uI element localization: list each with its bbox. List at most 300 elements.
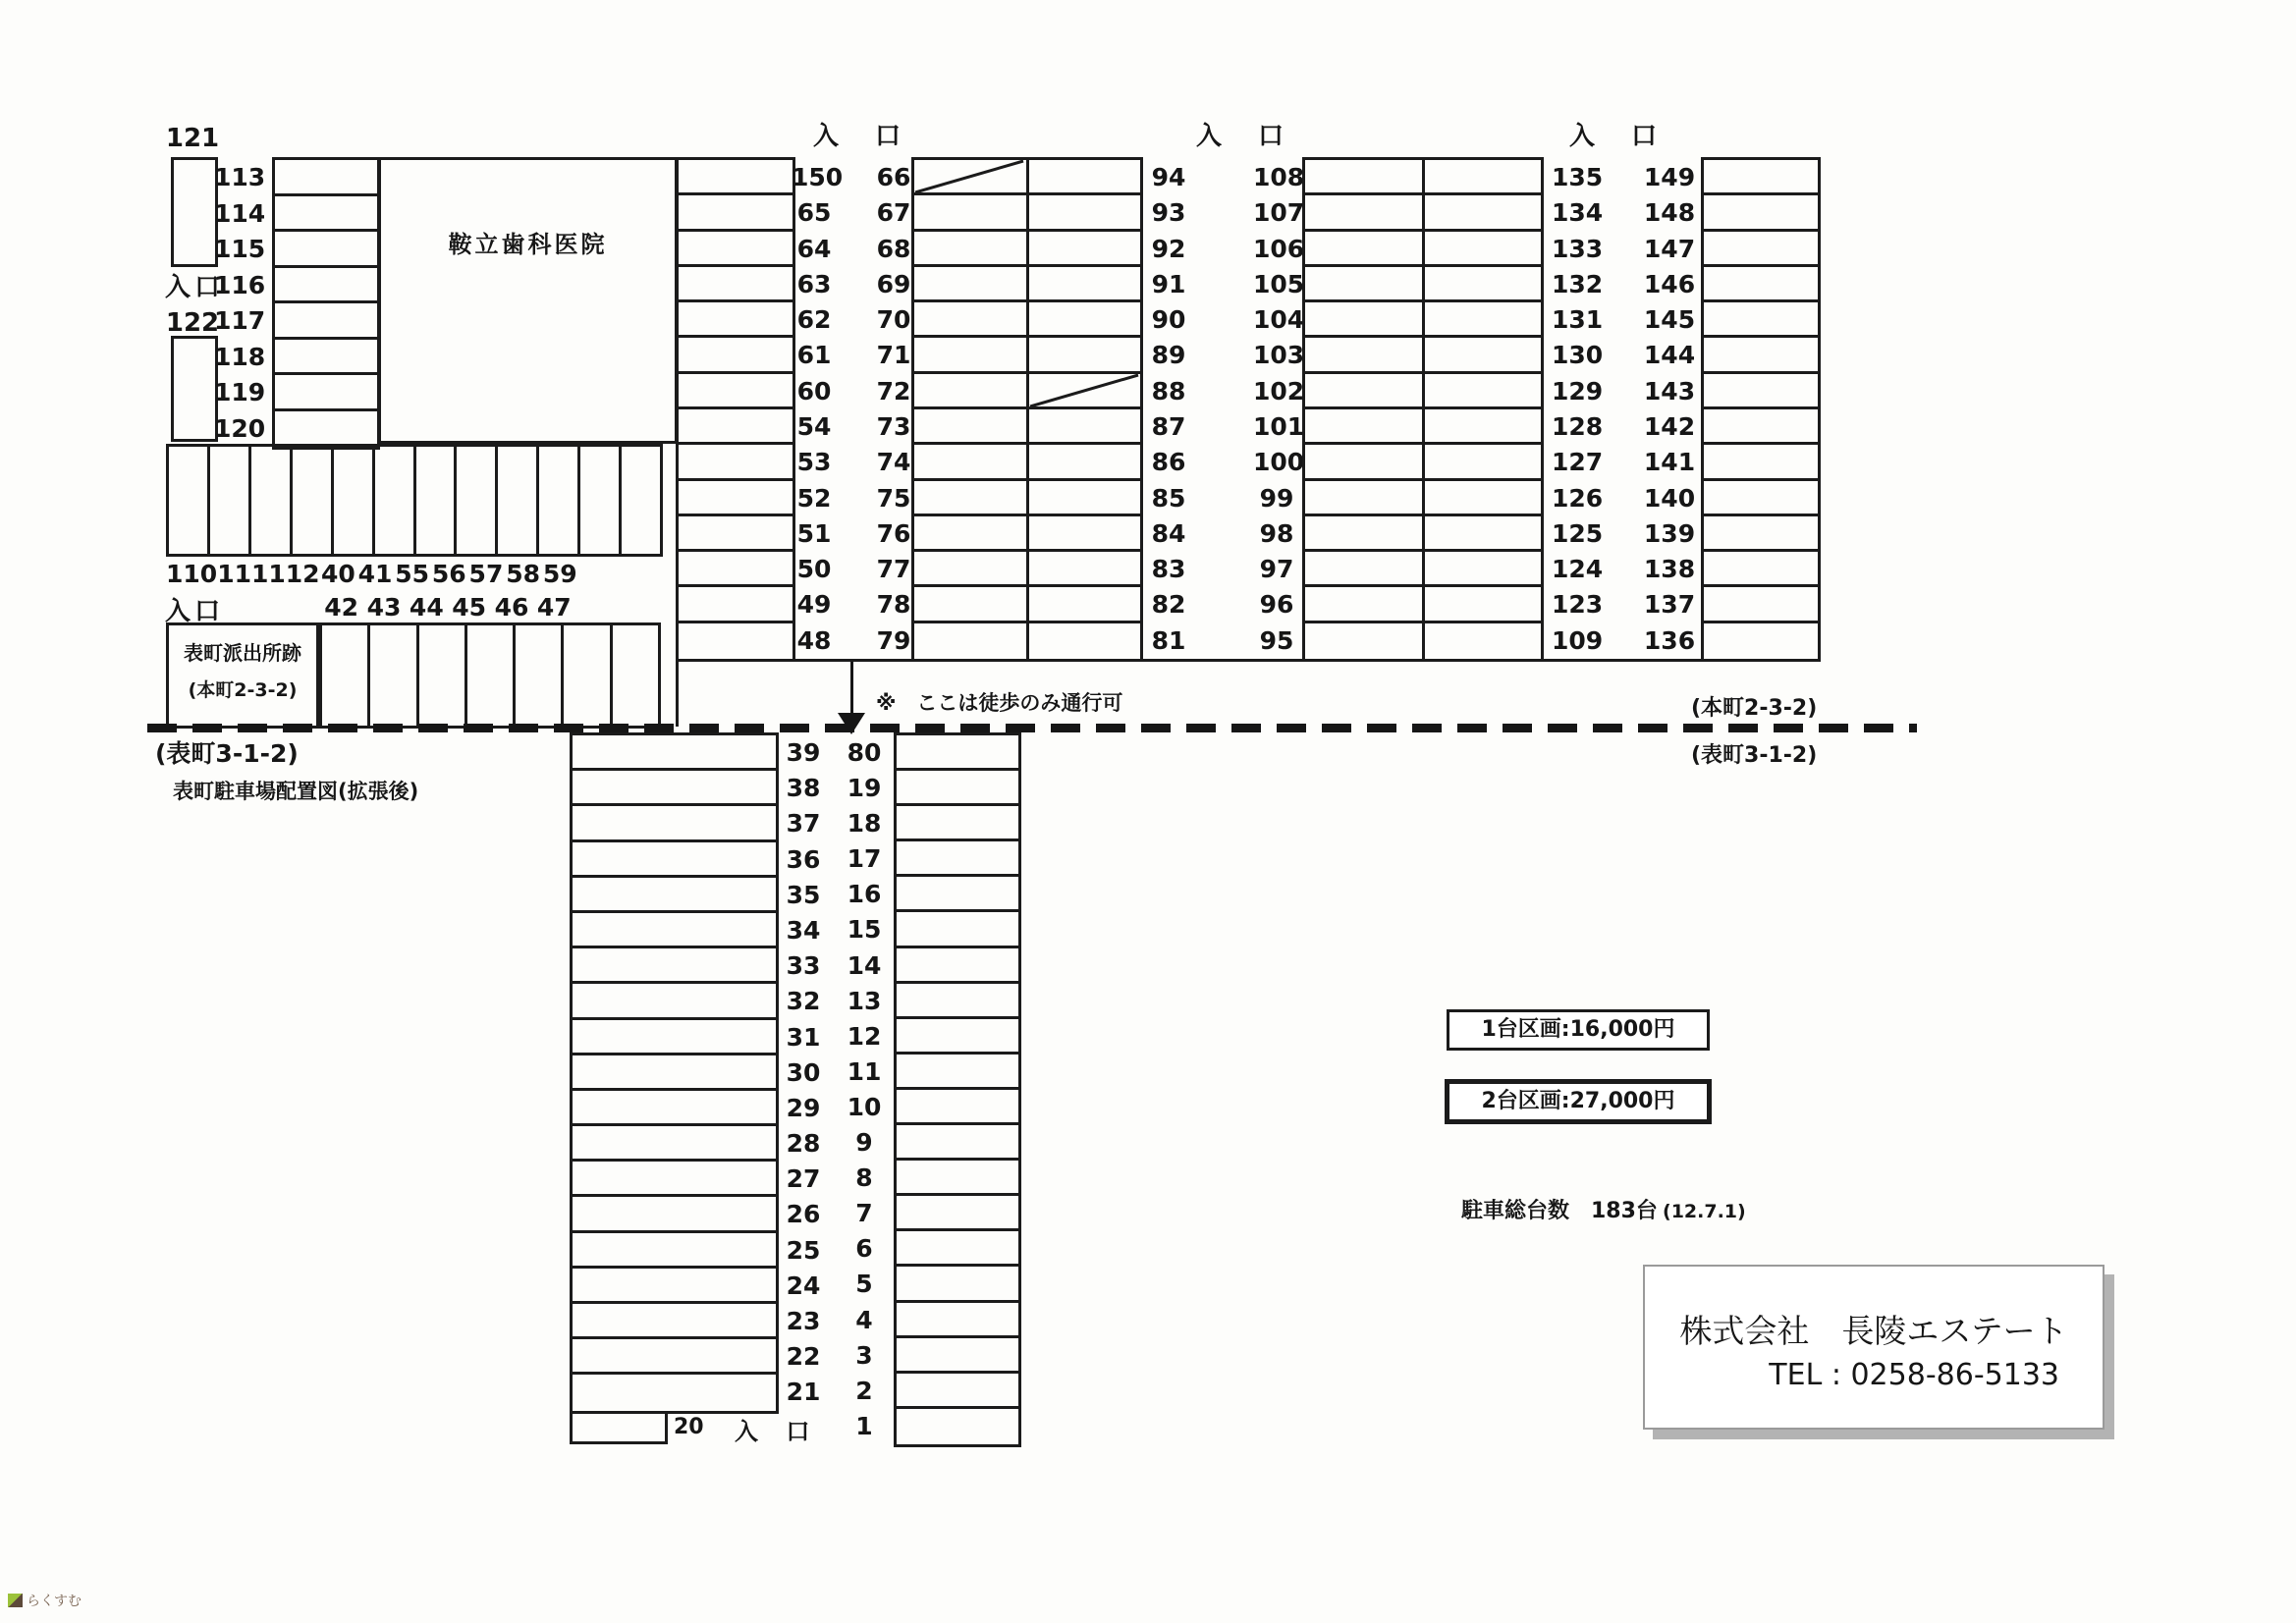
stall-20-box <box>570 1411 668 1444</box>
parking-stall <box>679 374 793 409</box>
stall-122-box <box>171 336 218 442</box>
clinic-name: 鞍立歯科医院 <box>448 231 608 258</box>
stall-pair-row <box>914 232 1140 267</box>
parking-stall <box>1305 374 1425 406</box>
stall-number: 101 <box>1253 411 1305 441</box>
stall-number: 96 <box>1259 590 1294 620</box>
stall-number: 4 <box>855 1305 873 1334</box>
parking-stall <box>897 1303 1018 1338</box>
stall-number: 46 <box>494 593 529 622</box>
stall-number: 10 <box>847 1092 882 1121</box>
parking-stall <box>573 1126 776 1162</box>
stall-number: 65 <box>796 198 832 228</box>
stall-number: 148 <box>1643 198 1696 228</box>
parking-stall <box>375 447 416 554</box>
parking-stall <box>293 447 334 554</box>
stall-labels-col-d <box>1253 160 1305 659</box>
stall-number: 59 <box>542 560 577 588</box>
stall-number: 107 <box>1253 198 1305 228</box>
parking-stall <box>1029 623 1141 659</box>
parking-stall <box>1425 160 1542 192</box>
police-box-site <box>166 622 319 729</box>
parking-stall <box>622 447 660 554</box>
stall-number: 50 <box>796 555 832 584</box>
stall-number: 54 <box>796 411 832 441</box>
stall-number: 1 <box>855 1411 873 1440</box>
stall-number: 145 <box>1643 305 1696 335</box>
parking-stall <box>580 447 622 554</box>
total-count-date: (12.7.1) <box>1663 1201 1746 1222</box>
parking-stall <box>275 411 377 448</box>
parking-stall <box>914 481 1029 514</box>
parking-stall <box>573 984 776 1019</box>
parking-stall <box>573 842 776 878</box>
company-box <box>1643 1265 2105 1430</box>
stall-number: 77 <box>876 555 911 584</box>
parking-stall <box>1305 160 1425 192</box>
stall-number: 141 <box>1643 448 1696 477</box>
stall-number: 29 <box>786 1093 821 1122</box>
stall-number: 8 <box>855 1163 873 1193</box>
parking-stall <box>1305 623 1425 659</box>
stall-number: 119 <box>214 378 266 406</box>
parking-stall <box>897 1196 1018 1231</box>
stall-number: 100 <box>1253 448 1305 477</box>
stall-number: 131 <box>1552 305 1604 335</box>
parking-stall <box>914 516 1029 549</box>
parking-stall <box>1704 374 1818 409</box>
stall-number: 114 <box>214 198 266 228</box>
parking-stall <box>1305 195 1425 228</box>
parking-stall <box>539 447 580 554</box>
parking-stall <box>1029 160 1141 192</box>
parking-stall <box>914 587 1029 620</box>
parking-stall <box>564 625 612 726</box>
stall-number: 5 <box>855 1270 873 1299</box>
parking-stall <box>1425 374 1542 406</box>
stall-number: 84 <box>1151 518 1186 548</box>
entrance-far-east-label: 入 口 <box>1569 122 1671 151</box>
stall-pair-row <box>1305 409 1541 445</box>
stall-number: 105 <box>1253 269 1305 298</box>
parking-stall <box>1305 481 1425 514</box>
stall-number: 34 <box>786 915 821 945</box>
parking-stall <box>897 735 1018 771</box>
parking-stall <box>322 625 370 726</box>
stall-number: 138 <box>1643 555 1696 584</box>
parking-stall <box>1029 409 1141 442</box>
stall-number: 33 <box>786 951 821 981</box>
stall-number: 80 <box>847 738 882 767</box>
parking-stall <box>1029 552 1141 584</box>
parking-stall <box>897 841 1018 877</box>
stall-number: 30 <box>786 1057 821 1087</box>
parking-stall <box>1029 338 1141 370</box>
parking-stall <box>679 160 793 195</box>
stall-number: 21 <box>786 1378 821 1407</box>
parking-stall <box>573 1162 776 1197</box>
stall-pair-row <box>1305 623 1541 659</box>
parking-stall <box>679 445 793 480</box>
parking-stall <box>573 1197 776 1232</box>
stall-column-a <box>676 157 795 662</box>
stall-number: 74 <box>876 448 911 477</box>
entrance-row2-label: 入口 <box>165 597 225 626</box>
stall-pair-row <box>914 302 1140 338</box>
stall-number: 56 <box>431 560 466 588</box>
parking-stall <box>457 447 498 554</box>
parking-stall <box>275 303 377 340</box>
stall-pair-row <box>914 445 1140 480</box>
parking-stall <box>1425 302 1542 335</box>
parking-stall <box>679 623 793 659</box>
parking-stall <box>1425 267 1542 299</box>
stall-number: 12 <box>847 1021 882 1051</box>
parking-stall <box>1425 409 1542 442</box>
parking-stall <box>1029 587 1141 620</box>
parking-stall <box>1425 587 1542 620</box>
stall-pair-row <box>1305 516 1541 552</box>
stall-number: 146 <box>1643 269 1696 298</box>
parking-stall <box>1425 481 1542 514</box>
parking-stall <box>1305 267 1425 299</box>
crossed-stall-marker <box>914 160 1024 193</box>
stall-number: 64 <box>796 234 832 263</box>
parking-stall <box>897 1019 1018 1055</box>
stall-number: 67 <box>876 198 911 228</box>
stall-number: 113 <box>214 163 266 191</box>
parking-stall <box>573 806 776 841</box>
stall-number: 103 <box>1253 341 1305 370</box>
house-icon <box>8 1594 23 1607</box>
stall-number: 57 <box>468 560 504 588</box>
crossed-stall-marker <box>1029 374 1139 407</box>
parking-stall <box>679 552 793 587</box>
parking-stall <box>416 447 458 554</box>
stall-number: 123 <box>1552 590 1604 620</box>
stall-labels-col-e <box>1552 160 1603 659</box>
stall-number: 115 <box>214 235 266 263</box>
stall-number: 87 <box>1151 411 1186 441</box>
stall-number: 40 <box>320 560 355 588</box>
parking-stall <box>914 302 1029 335</box>
stall-number: 18 <box>847 809 882 839</box>
parking-stall <box>1704 302 1818 338</box>
stall-number: 89 <box>1151 341 1186 370</box>
address-upper-right: (本町2-3-2) <box>1691 696 1818 721</box>
parking-stall <box>1704 552 1818 587</box>
stall-number: 129 <box>1552 376 1604 406</box>
stall-pair-row <box>914 195 1140 231</box>
price-double-box: 2台区画:27,000円 <box>1445 1079 1712 1124</box>
parking-stall <box>467 625 516 726</box>
stall-labels-col-f <box>1642 160 1697 659</box>
parking-stall <box>251 447 293 554</box>
parking-stall <box>1425 445 1542 477</box>
stall-number: 38 <box>786 774 821 803</box>
stall-number: 16 <box>847 880 882 909</box>
stall-labels-col-c <box>1145 160 1192 659</box>
stall-number: 111 <box>217 560 269 588</box>
stall-number: 49 <box>796 590 832 620</box>
parking-stall <box>1704 409 1818 445</box>
parking-stall <box>897 1374 1018 1409</box>
parking-stall <box>914 445 1029 477</box>
boundary-dashed-line <box>147 724 1917 732</box>
stall-number: 116 <box>214 270 266 299</box>
stall-pair-row <box>914 552 1140 587</box>
stall-20-label: 20 <box>674 1415 704 1439</box>
stall-number: 124 <box>1552 555 1604 584</box>
stall-pair-row <box>1305 302 1541 338</box>
stall-number: 127 <box>1552 448 1604 477</box>
footer-logo <box>8 1591 82 1610</box>
stall-number: 63 <box>796 269 832 298</box>
parking-stall <box>1704 481 1818 516</box>
parking-stall <box>897 1231 1018 1267</box>
price-single-box: 1台区画:16,000円 <box>1447 1009 1710 1051</box>
parking-stall <box>679 409 793 445</box>
stall-pair-row <box>914 623 1140 659</box>
parking-stall <box>897 877 1018 912</box>
parking-stall <box>914 623 1029 659</box>
stall-pair-row <box>1305 374 1541 409</box>
stall-number: 98 <box>1259 518 1294 548</box>
stall-121-box <box>171 157 218 267</box>
parking-stall <box>1029 481 1141 514</box>
stall-number: 134 <box>1552 198 1604 228</box>
parking-stall <box>334 447 375 554</box>
stall-number: 9 <box>855 1128 873 1158</box>
stall-number: 23 <box>786 1307 821 1335</box>
entrance-center-label: 入 口 <box>813 122 915 151</box>
stall-number: 42 <box>324 593 359 622</box>
parking-stall <box>897 912 1018 947</box>
stall-pair-row <box>1305 232 1541 267</box>
parking-stall <box>679 267 793 302</box>
stall-pair-row <box>1305 587 1541 622</box>
parking-stall <box>914 338 1029 370</box>
stall-number: 83 <box>1151 555 1186 584</box>
stall-number: 133 <box>1552 234 1604 263</box>
stall-number: 13 <box>847 986 882 1015</box>
stall-number: 135 <box>1552 163 1604 191</box>
parking-stall <box>1425 516 1542 549</box>
stall-labels-bottom-left <box>782 735 825 1411</box>
stall-number: 7 <box>855 1199 873 1228</box>
address-lower-right: (表町3-1-2) <box>1691 743 1818 768</box>
parking-stall <box>679 587 793 622</box>
footer-logo-text: らくすむ <box>27 1594 82 1609</box>
stall-block-east <box>1302 157 1544 662</box>
parking-stall <box>210 447 251 554</box>
parking-stall <box>1029 445 1141 477</box>
stall-number: 45 <box>452 593 487 622</box>
stall-number: 2 <box>855 1376 873 1405</box>
stall-number: 126 <box>1552 483 1604 513</box>
stall-pair-row <box>1305 338 1541 373</box>
stall-number: 132 <box>1552 269 1604 298</box>
stall-number: 139 <box>1643 518 1696 548</box>
entrance-west-label: 入口 <box>165 273 225 302</box>
stall-labels-col-a <box>792 160 844 659</box>
stall-number: 149 <box>1643 163 1696 191</box>
stall-pair-row <box>914 481 1140 516</box>
parking-stall <box>573 1233 776 1269</box>
stall-number: 82 <box>1151 590 1186 620</box>
stall-number: 48 <box>796 625 832 655</box>
stall-number: 61 <box>796 341 832 370</box>
parking-stall <box>897 984 1018 1019</box>
stall-number: 41 <box>357 560 393 588</box>
stall-block-center <box>911 157 1143 662</box>
parking-stall <box>914 374 1029 406</box>
stall-number: 79 <box>876 625 911 655</box>
stall-number: 28 <box>786 1129 821 1159</box>
stall-number: 99 <box>1259 483 1294 513</box>
stall-number: 143 <box>1643 376 1696 406</box>
stall-number: 11 <box>847 1056 882 1086</box>
parking-stall <box>1029 195 1141 228</box>
parking-stall <box>573 913 776 948</box>
parking-stall <box>1305 587 1425 620</box>
stall-column-bottom-left <box>570 732 779 1414</box>
parking-stall <box>573 878 776 913</box>
company-tel: TEL : 0258-86-5133 <box>1769 1358 2059 1392</box>
parking-stall <box>1704 338 1818 373</box>
parking-stall <box>1425 552 1542 584</box>
stall-number: 120 <box>214 413 266 443</box>
company-name: 株式会社 長陵エステート <box>1679 1312 2068 1350</box>
stall-pair-row <box>1305 481 1541 516</box>
parking-stall <box>1425 232 1542 264</box>
parking-stall <box>1029 232 1141 264</box>
stall-number: 97 <box>1259 555 1294 584</box>
total-count-label: 駐車総台数 183台 <box>1461 1199 1658 1223</box>
parking-stall <box>1029 302 1141 335</box>
stall-number: 17 <box>847 844 882 874</box>
stall-number: 109 <box>1552 625 1604 655</box>
stall-number: 91 <box>1151 269 1186 298</box>
stall-number: 128 <box>1552 411 1604 441</box>
stall-number: 88 <box>1151 376 1186 406</box>
stall-number: 136 <box>1643 625 1696 655</box>
stall-labels-113-120 <box>214 160 267 447</box>
parking-stall <box>573 1055 776 1091</box>
parking-stall <box>1305 409 1425 442</box>
parking-stall <box>1029 516 1141 549</box>
stall-number: 106 <box>1253 234 1305 263</box>
parking-stall <box>1305 302 1425 335</box>
stall-number: 142 <box>1643 411 1696 441</box>
stall-number: 112 <box>268 560 320 588</box>
stall-number: 6 <box>855 1234 873 1264</box>
stall-number: 85 <box>1151 483 1186 513</box>
stall-labels-col-b <box>870 160 917 659</box>
parking-stall <box>275 375 377 411</box>
parking-stall <box>370 625 418 726</box>
stall-number: 150 <box>792 163 844 191</box>
parking-stall <box>914 409 1029 442</box>
parking-stall <box>613 625 658 726</box>
parking-stall <box>1704 587 1818 622</box>
police-box-address: (本町2-3-2) <box>188 679 298 701</box>
stall-labels-row2 <box>320 593 575 622</box>
walkway-arrow-stem <box>850 662 853 715</box>
parking-stall <box>897 806 1018 841</box>
stall-number: 52 <box>796 483 832 513</box>
dental-clinic-building <box>378 157 678 444</box>
entrance-east-label: 入 口 <box>1196 122 1298 151</box>
stall-number: 93 <box>1151 198 1186 228</box>
stall-number: 144 <box>1643 341 1696 370</box>
stall-pair-row <box>914 587 1140 622</box>
parking-stall <box>516 625 564 726</box>
stall-number: 72 <box>876 376 911 406</box>
stall-number: 94 <box>1151 163 1186 191</box>
stall-number: 75 <box>876 483 911 513</box>
stall-pair-row <box>914 516 1140 552</box>
parking-stall <box>897 1125 1018 1161</box>
parking-stall <box>1425 195 1542 228</box>
stall-number: 43 <box>366 593 402 622</box>
stall-number: 24 <box>786 1271 821 1300</box>
stall-number: 3 <box>855 1340 873 1370</box>
parking-stall <box>1704 160 1818 195</box>
stall-number: 102 <box>1253 376 1305 406</box>
parking-stall <box>275 160 377 196</box>
parking-stall <box>914 195 1029 228</box>
stall-row-upper <box>166 444 663 557</box>
stall-number: 58 <box>506 560 540 588</box>
section-base-line <box>676 659 1821 662</box>
stall-number: 53 <box>796 448 832 477</box>
stall-number: 32 <box>786 987 821 1016</box>
parking-stall <box>169 447 210 554</box>
parking-stall <box>573 771 776 806</box>
parking-stall <box>1704 267 1818 302</box>
stall-number: 35 <box>786 880 821 909</box>
stall-pair-row <box>914 338 1140 373</box>
parking-stall <box>573 735 776 771</box>
stall-number: 51 <box>796 518 832 548</box>
parking-stall <box>573 1020 776 1055</box>
stall-number: 70 <box>876 305 911 335</box>
stall-122-label: 122 <box>165 308 220 338</box>
stall-number: 110 <box>166 560 218 588</box>
stall-number: 137 <box>1643 590 1696 620</box>
parking-stall <box>897 1055 1018 1090</box>
stall-column-bottom-right <box>894 732 1021 1447</box>
stall-number: 78 <box>876 590 911 620</box>
stall-number: 92 <box>1151 234 1186 263</box>
parking-stall <box>679 232 793 267</box>
parking-stall <box>1704 232 1818 267</box>
stall-number: 14 <box>847 950 882 980</box>
stall-number: 108 <box>1253 163 1305 191</box>
parking-stall <box>1704 623 1818 659</box>
stall-row-lower <box>319 622 661 729</box>
parking-stall <box>679 195 793 231</box>
stall-pair-row <box>1305 160 1541 195</box>
parking-stall <box>1305 516 1425 549</box>
parking-stall <box>1425 338 1542 370</box>
stall-pair-row <box>1305 195 1541 231</box>
stall-number: 36 <box>786 844 821 874</box>
parking-stall <box>897 1267 1018 1302</box>
stall-number: 73 <box>876 411 911 441</box>
parking-stall <box>897 1409 1018 1444</box>
